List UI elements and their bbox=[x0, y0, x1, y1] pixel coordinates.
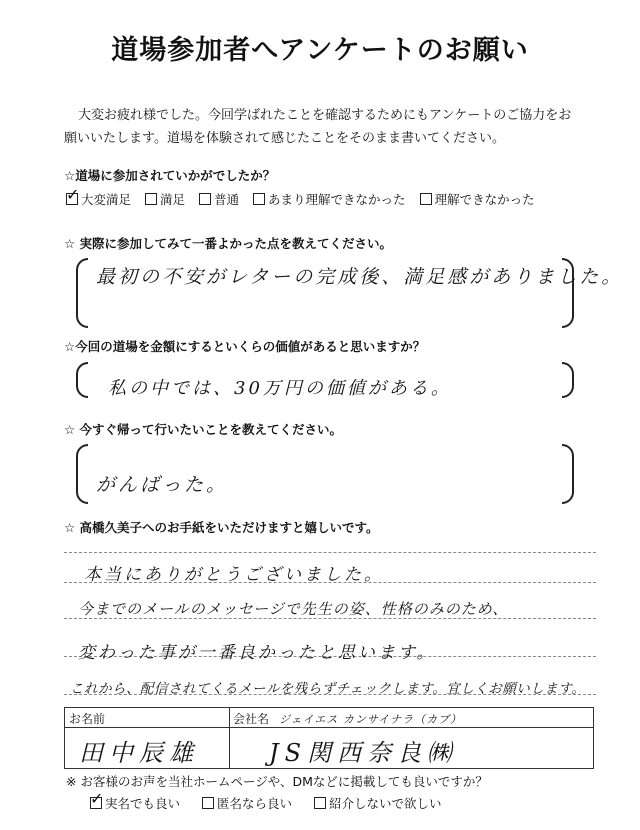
question-5-label: ☆ 高橋久美子へのお手紙をいただけますと嬉しいです。 bbox=[64, 520, 379, 535]
checkbox-icon[interactable] bbox=[145, 193, 157, 205]
checkbox-icon[interactable] bbox=[314, 797, 326, 809]
option-normal[interactable]: 普通 bbox=[199, 190, 239, 208]
permission-options bbox=[90, 794, 442, 812]
checkbox-icon[interactable] bbox=[420, 193, 432, 205]
company-kana[interactable]: ジェイエス カンサイナラ（カブ） bbox=[279, 713, 463, 726]
letter-line-2[interactable]: 今までのメールのメッセージで先生の姿、性格のみのため、 bbox=[78, 600, 509, 618]
name-cell[interactable] bbox=[65, 708, 229, 768]
question-4-label: ☆ 今すぐ帰って行いたいことを教えてください。 bbox=[64, 422, 343, 437]
answer-4-text[interactable]: がんばった。 bbox=[96, 474, 229, 496]
option-do-not-introduce[interactable]: 紹介しないで欲しい bbox=[314, 794, 442, 812]
question-1-label: ☆道場に参加されていかがでしたか？ bbox=[64, 168, 276, 183]
checkbox-checked-icon[interactable] bbox=[66, 193, 78, 205]
name-label: お名前 bbox=[69, 712, 106, 726]
option-anonymous[interactable]: 匿名なら良い bbox=[202, 794, 292, 812]
option-not-understood[interactable]: 理解できなかった bbox=[420, 190, 535, 208]
option-real-name[interactable]: ✓ 実名でも良い bbox=[90, 794, 180, 812]
name-value[interactable]: 田中辰雄 bbox=[79, 739, 199, 767]
question-3-label: ☆今回の道場を金額にするといくらの価値があると思いますか？ bbox=[64, 339, 426, 354]
question-2-label: ☆ 実際に参加してみて一番よかった点を教えてください。 bbox=[64, 236, 393, 251]
intro-text: 大変お疲れ様でした。今回学ばれたことを確認するためにもアンケートのご協力をお願いいたします。道場を体験されて感じたことをそのまま書いてください。 bbox=[64, 108, 572, 146]
writing-line bbox=[64, 552, 596, 553]
permission-question: ※ お客様のお声を当社ホームページや、DMなどに掲載しても良いですか？ bbox=[66, 774, 488, 789]
option-satisfied[interactable]: 満足 bbox=[145, 190, 185, 208]
answer-3-text[interactable]: 私の中では、30万円の価値がある。 bbox=[108, 378, 452, 399]
option-hardly-understood[interactable]: あまり理解できなかった bbox=[253, 190, 406, 208]
option-very-satisfied[interactable]: ✓ 大変満足 bbox=[66, 190, 131, 208]
letter-line-4[interactable]: これから、配信されてくるメールを残らずチェックします。宜しくお願いします。 bbox=[70, 681, 586, 697]
bracket-right-icon bbox=[562, 362, 574, 398]
answer-2-text[interactable]: 最初の不安がレターの完成後、満足感がありました。 bbox=[96, 266, 624, 288]
bracket-left-icon bbox=[76, 258, 88, 328]
checkbox-icon[interactable] bbox=[199, 193, 211, 205]
question-1-options bbox=[66, 190, 535, 208]
checkbox-icon[interactable] bbox=[253, 193, 265, 205]
letter-line-1[interactable]: 本当にありがとうございました。 bbox=[84, 565, 384, 585]
page-title: 道場参加者へアンケートのお願い bbox=[111, 35, 529, 66]
company-value[interactable]: JS関西奈良㈱ bbox=[269, 739, 458, 767]
letter-line-3[interactable]: 変わった事が一番良かったと思います。 bbox=[78, 643, 437, 663]
company-label: 会社名 bbox=[233, 712, 270, 726]
bracket-left-icon bbox=[76, 444, 88, 504]
company-cell[interactable] bbox=[229, 708, 593, 768]
checkbox-checked-icon[interactable] bbox=[90, 797, 102, 809]
bracket-right-icon bbox=[562, 444, 574, 504]
name-company-table bbox=[64, 707, 594, 769]
checkbox-icon[interactable] bbox=[202, 797, 214, 809]
bracket-left-icon bbox=[76, 362, 88, 398]
